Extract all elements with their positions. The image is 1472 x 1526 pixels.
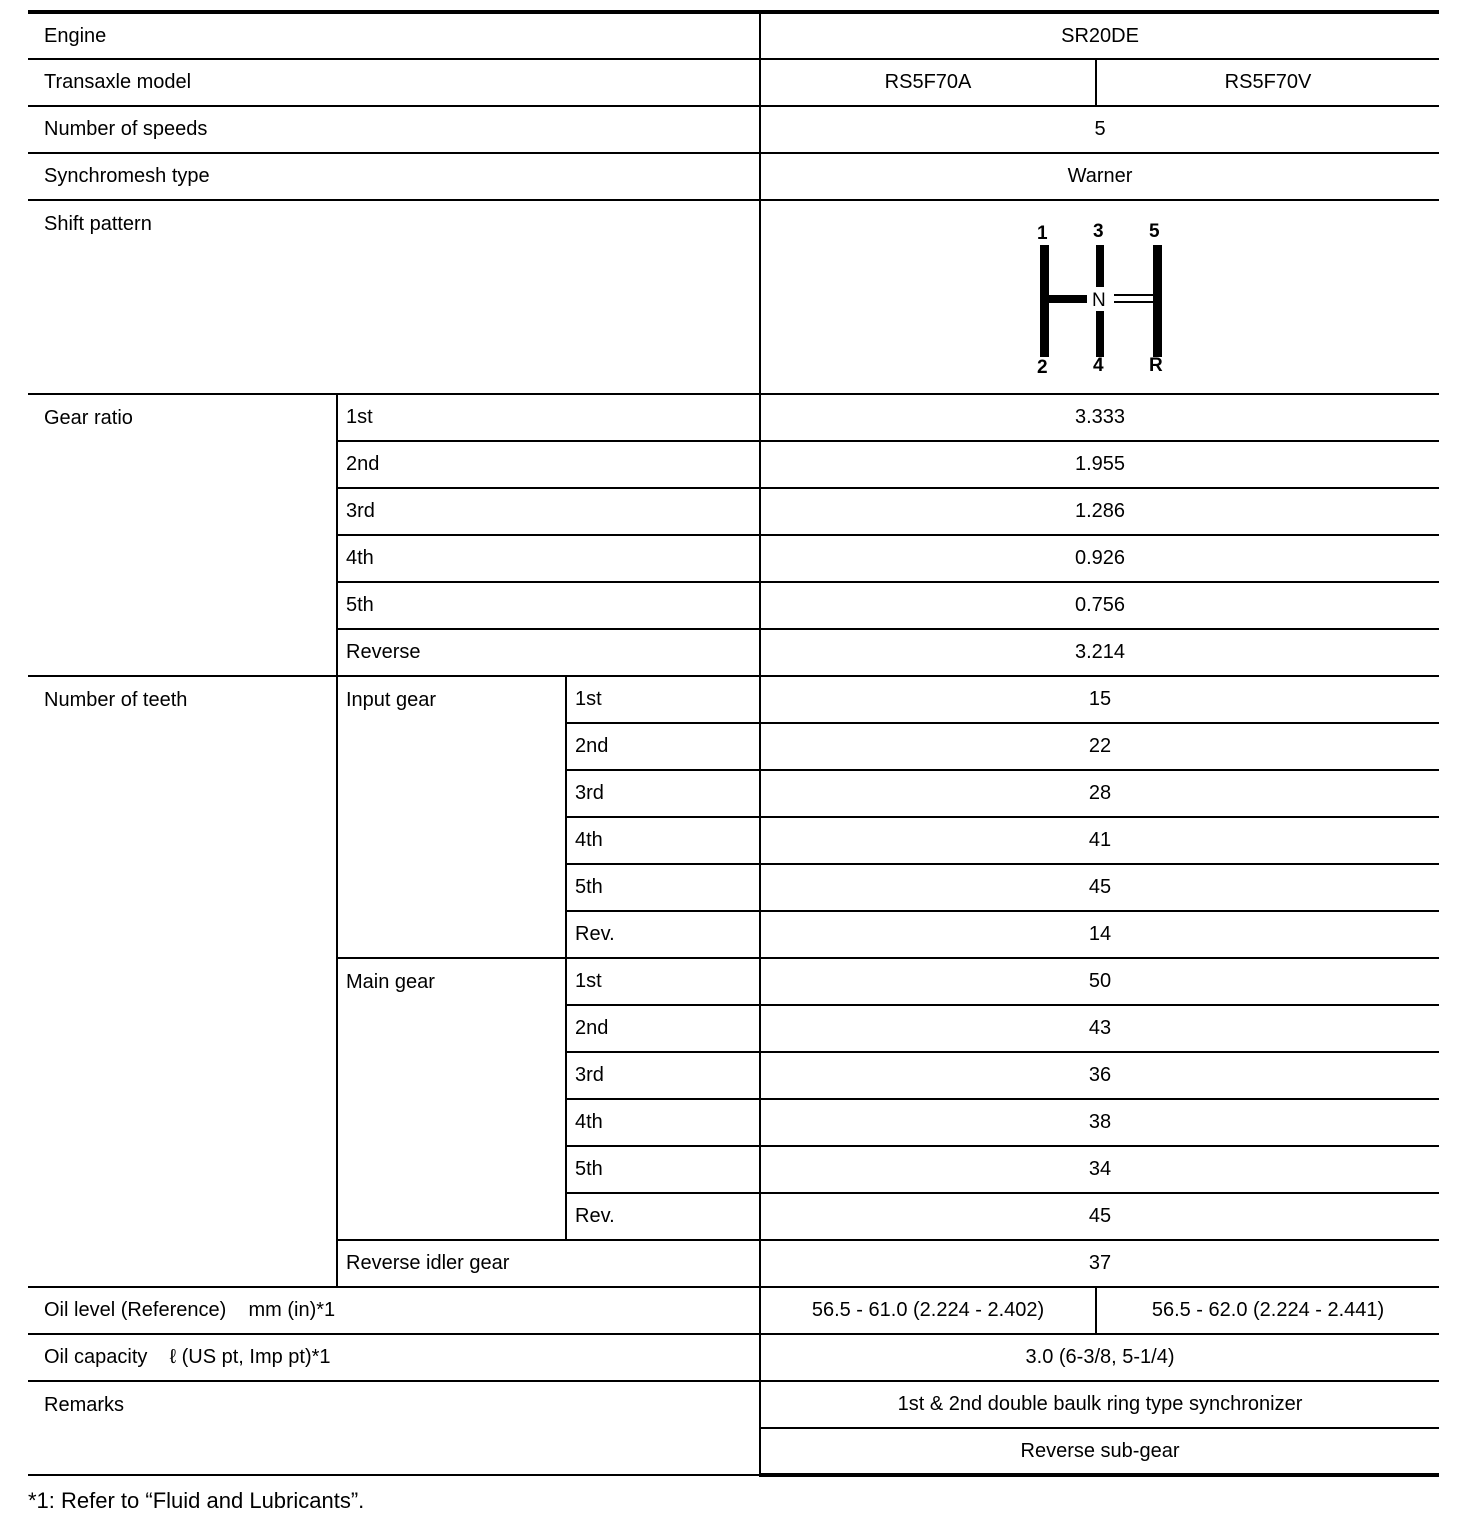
main-gear-gear: 3rd: [566, 1052, 760, 1099]
shift-pos-r: R: [1149, 355, 1163, 376]
gear-ratio-gear: 1st: [337, 394, 760, 441]
input-gear-gear: 5th: [566, 864, 760, 911]
gear-ratio-gear: 5th: [337, 582, 760, 629]
shift-pattern-cell: [760, 200, 1439, 394]
input-gear-gear: Rev.: [566, 911, 760, 958]
row-engine: [28, 12, 1439, 59]
row-remarks-1: [28, 1381, 1439, 1428]
shift-pos-5: 5: [1149, 221, 1160, 242]
oil-level-value-a: 56.5 - 61.0 (2.224 - 2.402): [760, 1287, 1096, 1334]
synchro-label: Synchromesh type: [28, 153, 760, 200]
main-gear-gear: 1st: [566, 958, 760, 1005]
speeds-label: Number of speeds: [28, 106, 760, 153]
input-gear-value: 28: [760, 770, 1439, 817]
input-gear-gear: 4th: [566, 817, 760, 864]
shift-pos-2: 2: [1037, 357, 1048, 377]
teeth-label: Number of teeth: [28, 676, 337, 1287]
gear-ratio-value: 1.955: [760, 441, 1439, 488]
main-gear-gear: Rev.: [566, 1193, 760, 1240]
oil-capacity-value: 3.0 (6-3/8, 5-1/4): [760, 1334, 1439, 1381]
main-gear-value: 38: [760, 1099, 1439, 1146]
shift-pos-3: 3: [1093, 221, 1104, 242]
gear-ratio-value: 0.756: [760, 582, 1439, 629]
input-gear-value: 14: [760, 911, 1439, 958]
row-oil-level: [28, 1287, 1439, 1334]
transaxle-value-a: RS5F70A: [760, 59, 1096, 106]
shift-pattern-diagram: [1020, 217, 1180, 377]
gear-ratio-value: 1.286: [760, 488, 1439, 535]
main-gear-value: 50: [760, 958, 1439, 1005]
main-gear-gear: 5th: [566, 1146, 760, 1193]
shift-pos-4: 4: [1093, 355, 1104, 376]
gear-ratio-gear: 4th: [337, 535, 760, 582]
transaxle-value-v: RS5F70V: [1096, 59, 1439, 106]
speeds-value: 5: [760, 106, 1439, 153]
shift-bar-left: [1040, 245, 1049, 357]
main-gear-value: 34: [760, 1146, 1439, 1193]
input-gear-value: 15: [760, 676, 1439, 723]
remarks-label: Remarks: [28, 1381, 760, 1475]
engine-label: Engine: [28, 12, 760, 59]
shift-pos-n: N: [1092, 290, 1106, 311]
main-gear-gear: 4th: [566, 1099, 760, 1146]
shift-pos-1: 1: [1037, 223, 1048, 244]
reverse-idler-value: 37: [760, 1240, 1439, 1287]
gear-ratio-value: 3.214: [760, 629, 1439, 676]
shift-bar-right: [1153, 245, 1162, 357]
engine-value: SR20DE: [760, 12, 1439, 59]
transaxle-label: Transaxle model: [28, 59, 760, 106]
reverse-idler-label: Reverse idler gear: [337, 1240, 760, 1287]
synchro-value: Warner: [760, 153, 1439, 200]
row-teeth-input-1: [28, 676, 1439, 723]
row-gear-ratio-1: [28, 394, 1439, 441]
main-gear-value: 43: [760, 1005, 1439, 1052]
gear-ratio-gear: 2nd: [337, 441, 760, 488]
gear-ratio-gear: Reverse: [337, 629, 760, 676]
row-oil-capacity: [28, 1334, 1439, 1381]
row-speeds: [28, 106, 1439, 153]
gear-ratio-gear: 3rd: [337, 488, 760, 535]
remarks-value-1: 1st & 2nd double baulk ring type synchronizer: [760, 1381, 1439, 1428]
input-gear-value: 41: [760, 817, 1439, 864]
main-gear-value: 45: [760, 1193, 1439, 1240]
spec-table: [28, 10, 1439, 1477]
oil-capacity-label: Oil capacity ℓ (US pt, Imp pt)*1: [28, 1334, 760, 1381]
gear-ratio-value: 0.926: [760, 535, 1439, 582]
oil-level-label: Oil level (Reference) mm (in)*1: [28, 1287, 760, 1334]
remarks-value-2: Reverse sub-gear: [760, 1428, 1439, 1475]
input-gear-label: Input gear: [337, 676, 566, 958]
gear-ratio-label: Gear ratio: [28, 394, 337, 676]
oil-level-value-v: 56.5 - 62.0 (2.224 - 2.441): [1096, 1287, 1439, 1334]
input-gear-value: 45: [760, 864, 1439, 911]
main-gear-label: Main gear: [337, 958, 566, 1240]
shift-pattern-label: Shift pattern: [28, 200, 760, 394]
footnote: *1: Refer to “Fluid and Lubricants”.: [28, 1488, 365, 1513]
input-gear-value: 22: [760, 723, 1439, 770]
gear-ratio-value: 3.333: [760, 394, 1439, 441]
row-shift-pattern: [28, 200, 1439, 394]
input-gear-gear: 1st: [566, 676, 760, 723]
shift-crossbar-left: [1049, 295, 1087, 303]
main-gear-value: 36: [760, 1052, 1439, 1099]
row-synchro: [28, 153, 1439, 200]
main-gear-gear: 2nd: [566, 1005, 760, 1052]
row-transaxle: [28, 59, 1439, 106]
input-gear-gear: 3rd: [566, 770, 760, 817]
input-gear-gear: 2nd: [566, 723, 760, 770]
shift-crossbar-right: [1114, 294, 1154, 296]
shift-crossbar-right-2: [1114, 301, 1154, 303]
